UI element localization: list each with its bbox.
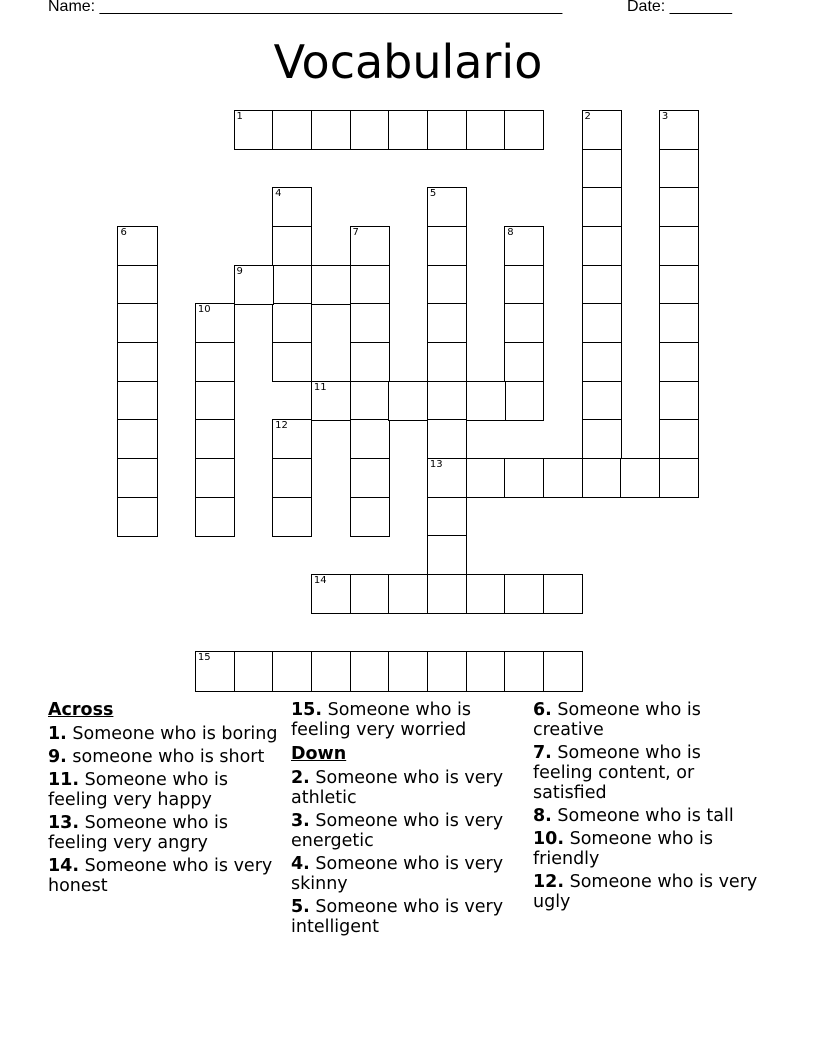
grid-cell[interactable] bbox=[582, 458, 622, 498]
clues-column-1 bbox=[48, 700, 280, 899]
grid-cell[interactable] bbox=[659, 226, 699, 266]
clue-down-6: 6. Someone who is creative bbox=[533, 700, 701, 740]
page-title: Vocabulario bbox=[273, 35, 543, 89]
clue-number: 12 bbox=[275, 420, 288, 432]
clue-number: 14 bbox=[313, 575, 327, 587]
clue-down-4: 4. Someone who is very skinny bbox=[291, 854, 504, 894]
grid-cell[interactable] bbox=[504, 381, 544, 421]
grid-cell[interactable] bbox=[311, 381, 351, 421]
clue-number: 8 bbox=[507, 227, 514, 238]
clue-across-13: 13. Someone who is feeling very angry bbox=[48, 813, 229, 853]
grid-cell[interactable] bbox=[117, 458, 157, 498]
clue-across-14: 14. Someone who is very honest bbox=[48, 856, 273, 896]
grid-cell[interactable] bbox=[427, 265, 467, 305]
grid-cell[interactable] bbox=[117, 497, 157, 537]
clue-down-12: 12. Someone who is very ugly bbox=[533, 872, 758, 912]
grid-cell[interactable] bbox=[350, 226, 390, 266]
grid-cell[interactable] bbox=[659, 149, 699, 189]
grid-cell[interactable] bbox=[427, 110, 467, 150]
grid-cell[interactable] bbox=[659, 303, 699, 343]
name-field-label: Name: ____________________________________________________ bbox=[48, 0, 563, 15]
grid-cell[interactable] bbox=[234, 110, 274, 150]
grid-cell[interactable] bbox=[117, 303, 157, 343]
grid-cell[interactable] bbox=[659, 187, 699, 227]
grid-cell[interactable] bbox=[466, 651, 506, 691]
grid-cell[interactable] bbox=[195, 458, 235, 498]
clue-number: 15 bbox=[197, 652, 211, 664]
grid-cell[interactable] bbox=[272, 303, 312, 343]
clue-number: 1 bbox=[236, 111, 243, 122]
clue-number: 6 bbox=[120, 227, 127, 238]
grid-cell[interactable] bbox=[582, 419, 622, 459]
grid-cell[interactable] bbox=[311, 110, 351, 150]
grid-cell[interactable] bbox=[466, 574, 506, 614]
grid-cell[interactable] bbox=[582, 342, 622, 382]
grid-cell[interactable] bbox=[504, 303, 544, 343]
grid-cell[interactable] bbox=[117, 419, 157, 459]
grid-cell[interactable] bbox=[659, 381, 699, 421]
grid-cell[interactable] bbox=[311, 651, 351, 691]
grid-cell[interactable] bbox=[427, 574, 467, 614]
grid-cell[interactable] bbox=[350, 265, 390, 305]
grid-cell[interactable] bbox=[466, 110, 506, 150]
grid-cell[interactable] bbox=[350, 458, 390, 498]
grid-cell[interactable] bbox=[582, 303, 622, 343]
clue-down-10: 10. Someone who is friendly bbox=[533, 829, 714, 869]
grid-cell[interactable] bbox=[427, 458, 467, 498]
grid-cell[interactable] bbox=[272, 226, 312, 266]
grid-cell[interactable] bbox=[659, 265, 699, 305]
grid-cell[interactable] bbox=[427, 651, 467, 691]
grid-cell[interactable] bbox=[427, 381, 467, 421]
grid-cell[interactable] bbox=[350, 574, 390, 614]
grid-cell[interactable] bbox=[504, 265, 544, 305]
grid-cell[interactable] bbox=[272, 651, 312, 691]
clue-across-1: 1. Someone who is boring bbox=[48, 724, 278, 744]
grid-cell[interactable] bbox=[659, 110, 699, 150]
clue-number: 11 bbox=[313, 381, 327, 393]
grid-cell[interactable] bbox=[311, 574, 351, 614]
grid-cell[interactable] bbox=[504, 458, 544, 498]
grid-cell[interactable] bbox=[504, 226, 544, 266]
grid-cell[interactable] bbox=[504, 651, 544, 691]
grid-cell[interactable] bbox=[117, 381, 157, 421]
grid-cell[interactable] bbox=[466, 381, 506, 421]
grid-cell[interactable] bbox=[272, 265, 312, 305]
clue-across-11: 11. Someone who is feeling very happy bbox=[48, 770, 229, 810]
grid-cell[interactable] bbox=[504, 574, 544, 614]
grid-cell[interactable] bbox=[582, 265, 622, 305]
clues-column-2 bbox=[291, 700, 523, 940]
grid-cell[interactable] bbox=[272, 342, 312, 382]
across-heading: Across bbox=[48, 700, 114, 720]
grid-cell[interactable] bbox=[427, 497, 467, 537]
grid-cell[interactable] bbox=[117, 265, 157, 305]
grid-cell[interactable] bbox=[504, 110, 544, 150]
grid-cell[interactable] bbox=[311, 265, 351, 305]
grid-cell[interactable] bbox=[427, 535, 467, 575]
clues-column-3 bbox=[533, 700, 765, 915]
grid-cell[interactable] bbox=[388, 574, 428, 614]
clue-number: 2 bbox=[584, 111, 591, 122]
grid-cell[interactable] bbox=[272, 187, 312, 227]
grid-cell[interactable] bbox=[388, 651, 428, 691]
grid-cell[interactable] bbox=[659, 419, 699, 459]
grid-cell[interactable] bbox=[350, 303, 390, 343]
grid-cell[interactable] bbox=[582, 110, 622, 150]
grid-cell[interactable] bbox=[427, 303, 467, 343]
grid-cell[interactable] bbox=[117, 226, 157, 266]
grid-cell[interactable] bbox=[350, 381, 390, 421]
grid-cell[interactable] bbox=[272, 497, 312, 537]
grid-cell[interactable] bbox=[195, 381, 235, 421]
clue-down-8: 8. Someone who is tall bbox=[533, 806, 734, 826]
grid-cell[interactable] bbox=[350, 342, 390, 382]
grid-cell[interactable] bbox=[195, 303, 235, 343]
grid-cell[interactable] bbox=[659, 458, 699, 498]
clue-across-15: 15. Someone who is feeling very worried bbox=[291, 700, 472, 740]
grid-cell[interactable] bbox=[620, 458, 660, 498]
grid-cell[interactable] bbox=[582, 381, 622, 421]
grid-cell[interactable] bbox=[195, 497, 235, 537]
grid-cell[interactable] bbox=[427, 226, 467, 266]
grid-cell[interactable] bbox=[543, 458, 583, 498]
grid-cell[interactable] bbox=[234, 265, 274, 305]
clue-across-9: 9. someone who is short bbox=[48, 747, 265, 767]
grid-cell[interactable] bbox=[117, 342, 157, 382]
clue-down-2: 2. Someone who is very athletic bbox=[291, 768, 504, 808]
grid-cell[interactable] bbox=[234, 651, 274, 691]
date-field-label: Date: _______ bbox=[627, 0, 732, 15]
clue-number: 5 bbox=[429, 188, 437, 200]
clue-number: 7 bbox=[352, 227, 359, 238]
clue-number: 4 bbox=[275, 188, 282, 200]
clue-number: 10 bbox=[197, 304, 211, 316]
grid-cell[interactable] bbox=[543, 651, 583, 691]
clue-down-7: 7. Someone who is feeling content, or satisfied bbox=[533, 743, 701, 803]
grid-cell[interactable] bbox=[350, 419, 390, 459]
grid-cell[interactable] bbox=[272, 458, 312, 498]
grid-cell[interactable] bbox=[272, 419, 312, 459]
clue-down-5: 5. Someone who is very intelligent bbox=[291, 897, 504, 937]
grid-cell[interactable] bbox=[427, 419, 467, 459]
grid-cell[interactable] bbox=[195, 651, 235, 691]
grid-cell[interactable] bbox=[350, 651, 390, 691]
grid-cell[interactable] bbox=[582, 226, 622, 266]
grid-cell[interactable] bbox=[350, 497, 390, 537]
grid-cell[interactable] bbox=[272, 110, 312, 150]
grid-cell[interactable] bbox=[427, 342, 467, 382]
grid-cell[interactable] bbox=[659, 342, 699, 382]
grid-cell[interactable] bbox=[504, 342, 544, 382]
clue-number: 3 bbox=[661, 111, 669, 122]
grid-cell[interactable] bbox=[195, 342, 235, 382]
grid-cell[interactable] bbox=[582, 187, 622, 227]
grid-cell[interactable] bbox=[388, 381, 428, 421]
grid-cell[interactable] bbox=[543, 574, 583, 614]
clue-number: 9 bbox=[236, 265, 243, 277]
clue-down-3: 3. Someone who is very energetic bbox=[291, 811, 504, 851]
grid-cell[interactable] bbox=[466, 458, 506, 498]
grid-cell[interactable] bbox=[427, 187, 467, 227]
grid-cell[interactable] bbox=[582, 149, 622, 189]
clue-number: 13 bbox=[429, 459, 443, 471]
grid-cell[interactable] bbox=[388, 110, 428, 150]
grid-cell[interactable] bbox=[350, 110, 390, 150]
grid-cell[interactable] bbox=[195, 419, 235, 459]
down-heading: Down bbox=[291, 744, 347, 764]
